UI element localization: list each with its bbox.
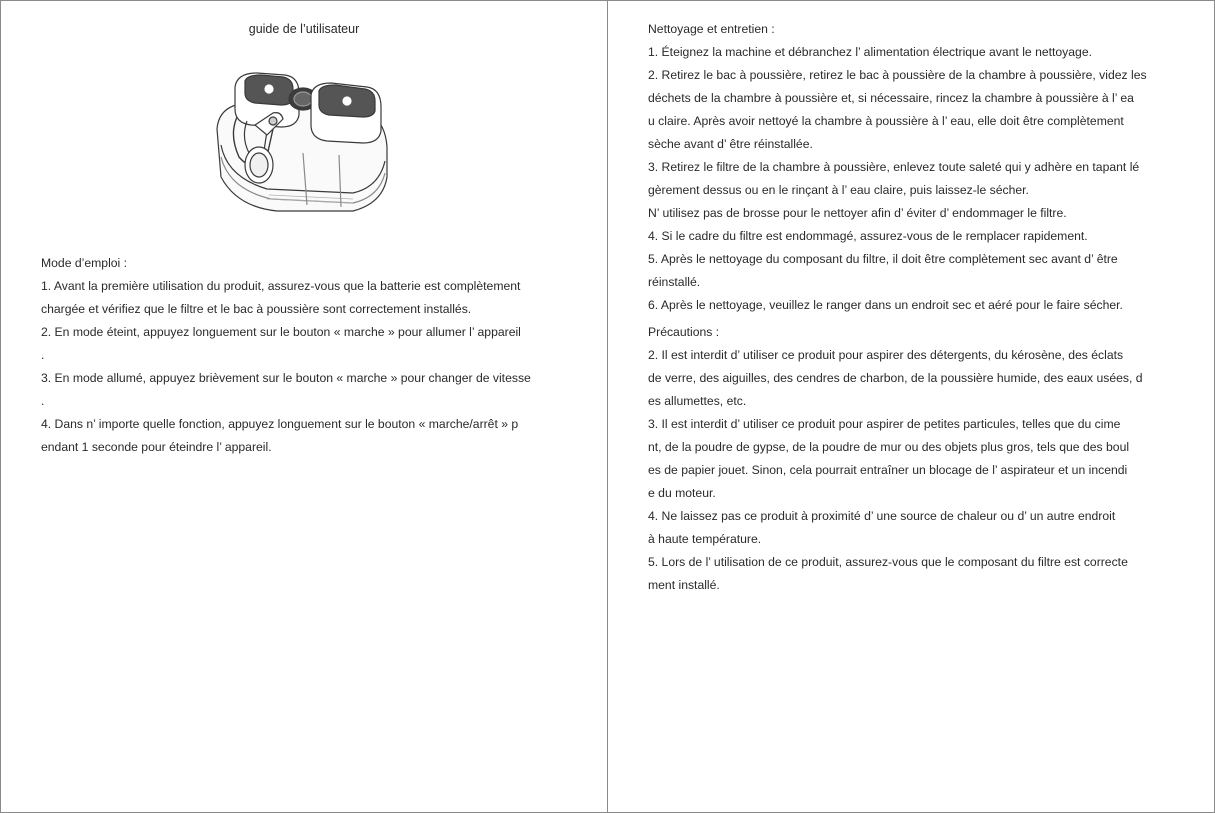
- precautions-heading: Précautions :: [648, 325, 720, 339]
- cleaning-line: u claire. Après avoir nettoyé la chambre à poussière à l’ eau, elle doit être complètement: [648, 114, 1124, 128]
- cleaning-line: N’ utilisez pas de brosse pour le nettoyer afin d’ éviter d’ endommager le filtre.: [648, 206, 1067, 220]
- usage-line: .: [41, 394, 45, 408]
- cleaning-line: déchets de la chambre à poussière et, si nécessaire, rincez la chambre à poussière à l’ ea: [648, 91, 1134, 105]
- precautions-line: 4. Ne laissez pas ce produit à proximité d’ une source de chaleur ou d’ un autre endroit: [648, 509, 1116, 523]
- cleaning-line: 2. Retirez le bac à poussière, retirez le bac à poussière de la chambre à poussière, videz les: [648, 68, 1147, 82]
- vacuum-product-illustration: [207, 65, 397, 219]
- cleaning-line: 1. Éteignez la machine et débranchez l’ alimentation électrique avant le nettoyage.: [648, 45, 1092, 59]
- usage-line: .: [41, 348, 45, 362]
- usage-heading: Mode d’emploi :: [41, 256, 128, 270]
- precautions-line: de verre, des aiguilles, des cendres de charbon, de la poussière humide, des eaux usées, d: [648, 371, 1143, 385]
- cleaning-line: réinstallé.: [648, 275, 701, 289]
- precautions-line: ment installé.: [648, 578, 720, 592]
- cleaning-heading: Nettoyage et entretien :: [648, 22, 775, 36]
- usage-line: 2. En mode éteint, appuyez longuement sur le bouton « marche » pour allumer l’ appareil: [41, 325, 521, 339]
- usage-section: [41, 252, 556, 459]
- usage-line: 4. Dans n’ importe quelle fonction, appuyez longuement sur le bouton « marche/arrêt » p: [41, 417, 519, 431]
- usage-line: chargée et vérifiez que le filtre et le bac à poussière sont correctement installés.: [41, 302, 472, 316]
- cleaning-line: gèrement dessus ou en le rinçant à l’ eau claire, puis laissez-le sécher.: [648, 183, 1029, 197]
- precautions-line: es allumettes, etc.: [648, 394, 747, 408]
- cleaning-line: 5. Après le nettoyage du composant du filtre, il doit être complètement sec avant d’ être: [648, 252, 1118, 266]
- precautions-line: e du moteur.: [648, 486, 716, 500]
- cleaning-section: [648, 18, 1158, 317]
- usage-line: endant 1 seconde pour éteindre l’ appareil.: [41, 440, 272, 454]
- usage-line: 1. Avant la première utilisation du produit, assurez-vous que la batterie est complètement: [41, 279, 521, 293]
- page-title: guide de l’utilisateur: [248, 22, 360, 36]
- cleaning-line: 4. Si le cadre du filtre est endommagé, assurez-vous de le remplacer rapidement.: [648, 229, 1088, 243]
- usage-line: 3. En mode allumé, appuyez brièvement sur le bouton « marche » pour changer de vitesse: [41, 371, 531, 385]
- precautions-line: 5. Lors de l’ utilisation de ce produit, assurez-vous que le composant du filtre est correcte: [648, 555, 1128, 569]
- precautions-line: 2. Il est interdit d’ utiliser ce produit pour aspirer des détergents, du kérosène, des éclats: [648, 348, 1124, 362]
- precautions-line: es de papier jouet. Sinon, cela pourrait entraîner un blocage de l’ aspirateur et un incendi: [648, 463, 1128, 477]
- right-page: [608, 1, 1214, 812]
- left-page: [1, 1, 607, 812]
- precautions-line: 3. Il est interdit d’ utiliser ce produit pour aspirer de petites particules, telles que du cime: [648, 417, 1121, 431]
- precautions-line: à haute température.: [648, 532, 762, 546]
- cleaning-line: 6. Après le nettoyage, veuillez le ranger dans un endroit sec et aéré pour le faire sécher.: [648, 298, 1123, 312]
- precautions-line: nt, de la poudre de gypse, de la poudre de mur ou des objets plus gros, tels que des boul: [648, 440, 1130, 454]
- cleaning-line: sèche avant d’ être réinstallée.: [648, 137, 813, 151]
- precautions-section: [648, 321, 1158, 597]
- cleaning-line: 3. Retirez le filtre de la chambre à poussière, enlevez toute saleté qui y adhère en tapant lé: [648, 160, 1140, 174]
